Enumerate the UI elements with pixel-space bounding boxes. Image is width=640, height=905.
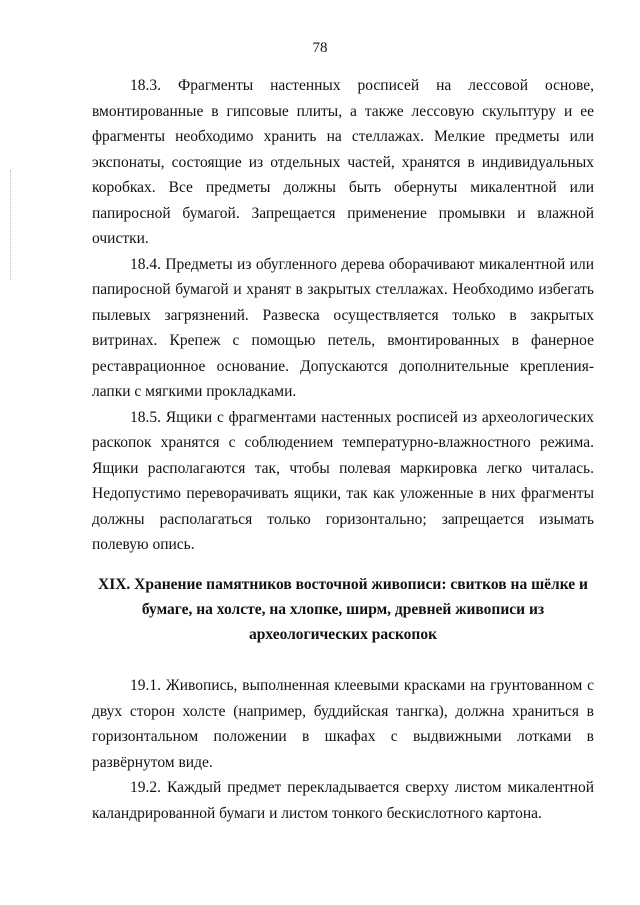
paragraph-18-3: 18.3. Фрагменты настенных росписей на лессовой основе, вмонтированные в гипсовые плиты, а также лессовую скульптуру и ее фрагменты необходимо хранить на стеллажах. Мелкие предметы или экспонаты, состоящие из отдельных частей, хранятся в индивидуальных коробках. Все предметы должны быть обернуты микалентной или папиросной бумагой. Запрещается применение промывки и влажной очистки. bbox=[92, 77, 594, 247]
scan-artifact bbox=[10, 170, 13, 280]
paragraph-19-2: 19.2. Каждый предмет перекладывается сверху листом микалентной каландрированной бумаги и листом тонкого бескислотного картона. bbox=[92, 779, 594, 822]
section-heading-xix: XIX. Хранение памятников восточной живописи: свитков на шёлке и бумаге, на холсте, на хлопке, ширм, древней живописи из археологических раскопок bbox=[98, 576, 588, 643]
section-19-text bbox=[92, 673, 594, 826]
paragraph-18-5: 18.5. Ящики с фрагментами настенных росписей из археологических раскопок хранятся с соблюдением температурно-влажностного режима. Ящики располагаются так, чтобы полевая маркировка легко читалась. Недопустимо переворачивать ящики, так как уложенные в них фрагменты должны располагаться только горизонтально; запрещается изымать полевую опись. bbox=[92, 408, 594, 553]
paragraph-18-4: 18.4. Предметы из обугленного дерева оборачивают микалентной или папиросной бумагой и хранят в закрытых стеллажах. Необходимо избегать пылевых загрязнений. Развеска осуществляется только в закрытых витринах. Крепеж с помощью петель, вмонтированных в фанерное реставрационное основание. Допускаются дополнительные крепления-лапки с мягкими прокладками. bbox=[92, 255, 594, 400]
section-18-text bbox=[92, 73, 594, 558]
paragraph-19-1: 19.1. Живопись, выполненная клеевыми красками на грунтованном с двух сторон холсте (например, буддийская тангка), должна храниться в горизонтальном положении в шкафах с выдвижными лотками в развёрнутом виде. bbox=[92, 677, 594, 771]
page-number: 78 bbox=[312, 40, 328, 56]
